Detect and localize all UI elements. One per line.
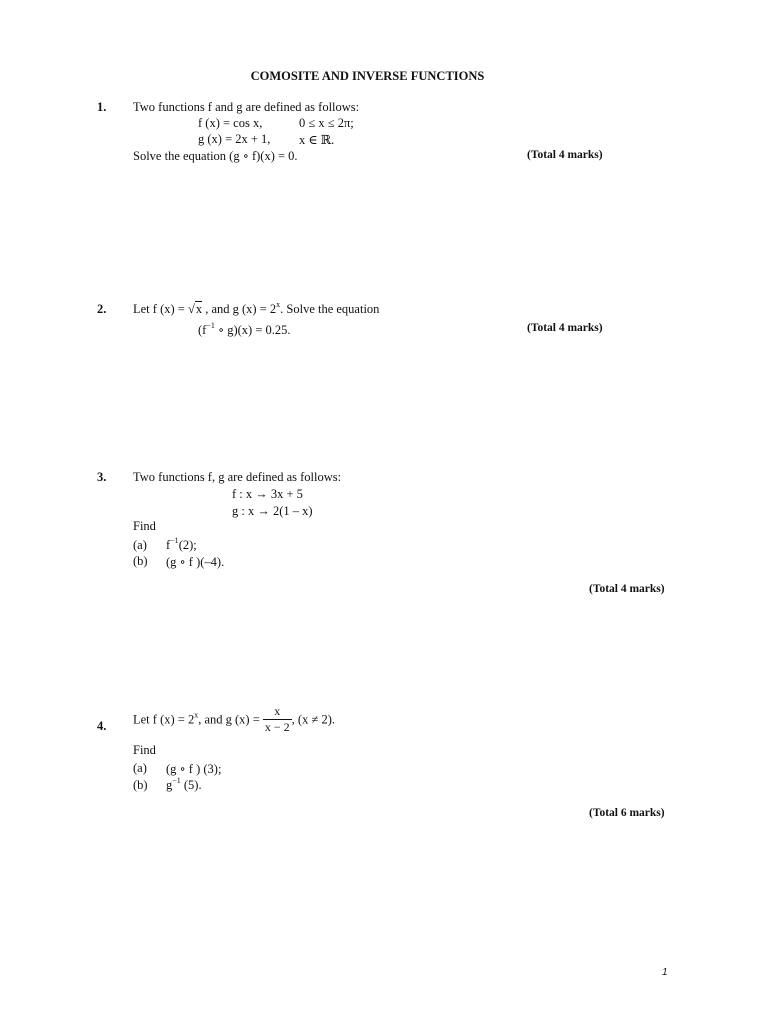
- q1-marks: (Total 4 marks): [527, 149, 603, 161]
- q4-number: 4.: [97, 719, 107, 733]
- sqrt-symbol: √x: [187, 302, 203, 316]
- page-number: 1: [662, 967, 668, 978]
- q2-intro: Let f (x) = √x , and g $(x) = 2^x$. Solve the equation: [133, 300, 380, 316]
- q4-marks: (Total 6 marks): [589, 807, 665, 819]
- q3-find: Find: [133, 519, 156, 533]
- q1-intro: Two functions f and g are defined as follows:: [133, 100, 360, 114]
- q1-domain-g: x ∈ ℝ.: [299, 133, 335, 147]
- q3-map-g: g : x → 2(1 – x): [232, 504, 313, 518]
- q3-intro: Two functions f, g are defined as follows:: [133, 470, 342, 484]
- q2-marks: (Total 4 marks): [527, 322, 603, 334]
- q4-part-a: (g ∘ f ) (3);: [166, 762, 222, 776]
- q3-part-b-label: (b): [133, 554, 148, 568]
- q4-part-b-label: (b): [133, 778, 148, 792]
- q4-part-a-label: (a): [133, 761, 147, 775]
- q4-find: Find: [133, 743, 156, 757]
- q3-part-a-label: (a): [133, 538, 147, 552]
- q3-part-b: (g ∘ f )(–4).: [166, 555, 225, 569]
- q2-equation: ($f^{-1}$ ∘ g)(x) = 0.25.: [198, 321, 291, 337]
- q3-part-a: $f^{-1}(2)$;: [166, 536, 197, 552]
- q1-definition-f: f (x) = cos x,: [198, 116, 263, 130]
- q4-intro: Let f $(x) = 2^x$, and g (x) = $\frac{x}{x - 2}$ , (x ≠ 2).: [133, 704, 335, 734]
- q2-number: 2.: [97, 302, 107, 316]
- q3-number: 3.: [97, 470, 107, 484]
- page-title: COMOSITE AND INVERSE FUNCTIONS: [250, 69, 485, 83]
- q3-map-f: f : x → 3x + 5: [232, 487, 303, 501]
- q1-domain-f: 0 ≤ x ≤ 2π;: [299, 116, 354, 130]
- q1-number: 1.: [97, 100, 107, 114]
- q4-part-b: $g^{-1}$ (5).: [166, 776, 202, 792]
- q1-definition-g: g (x) = 2x + 1,: [198, 132, 271, 146]
- q3-marks: (Total 4 marks): [589, 583, 665, 595]
- q1-task: Solve the equation (g ∘ f)(x) = 0.: [133, 149, 298, 163]
- fraction: $\frac{x}{x - 2}$: [264, 704, 290, 734]
